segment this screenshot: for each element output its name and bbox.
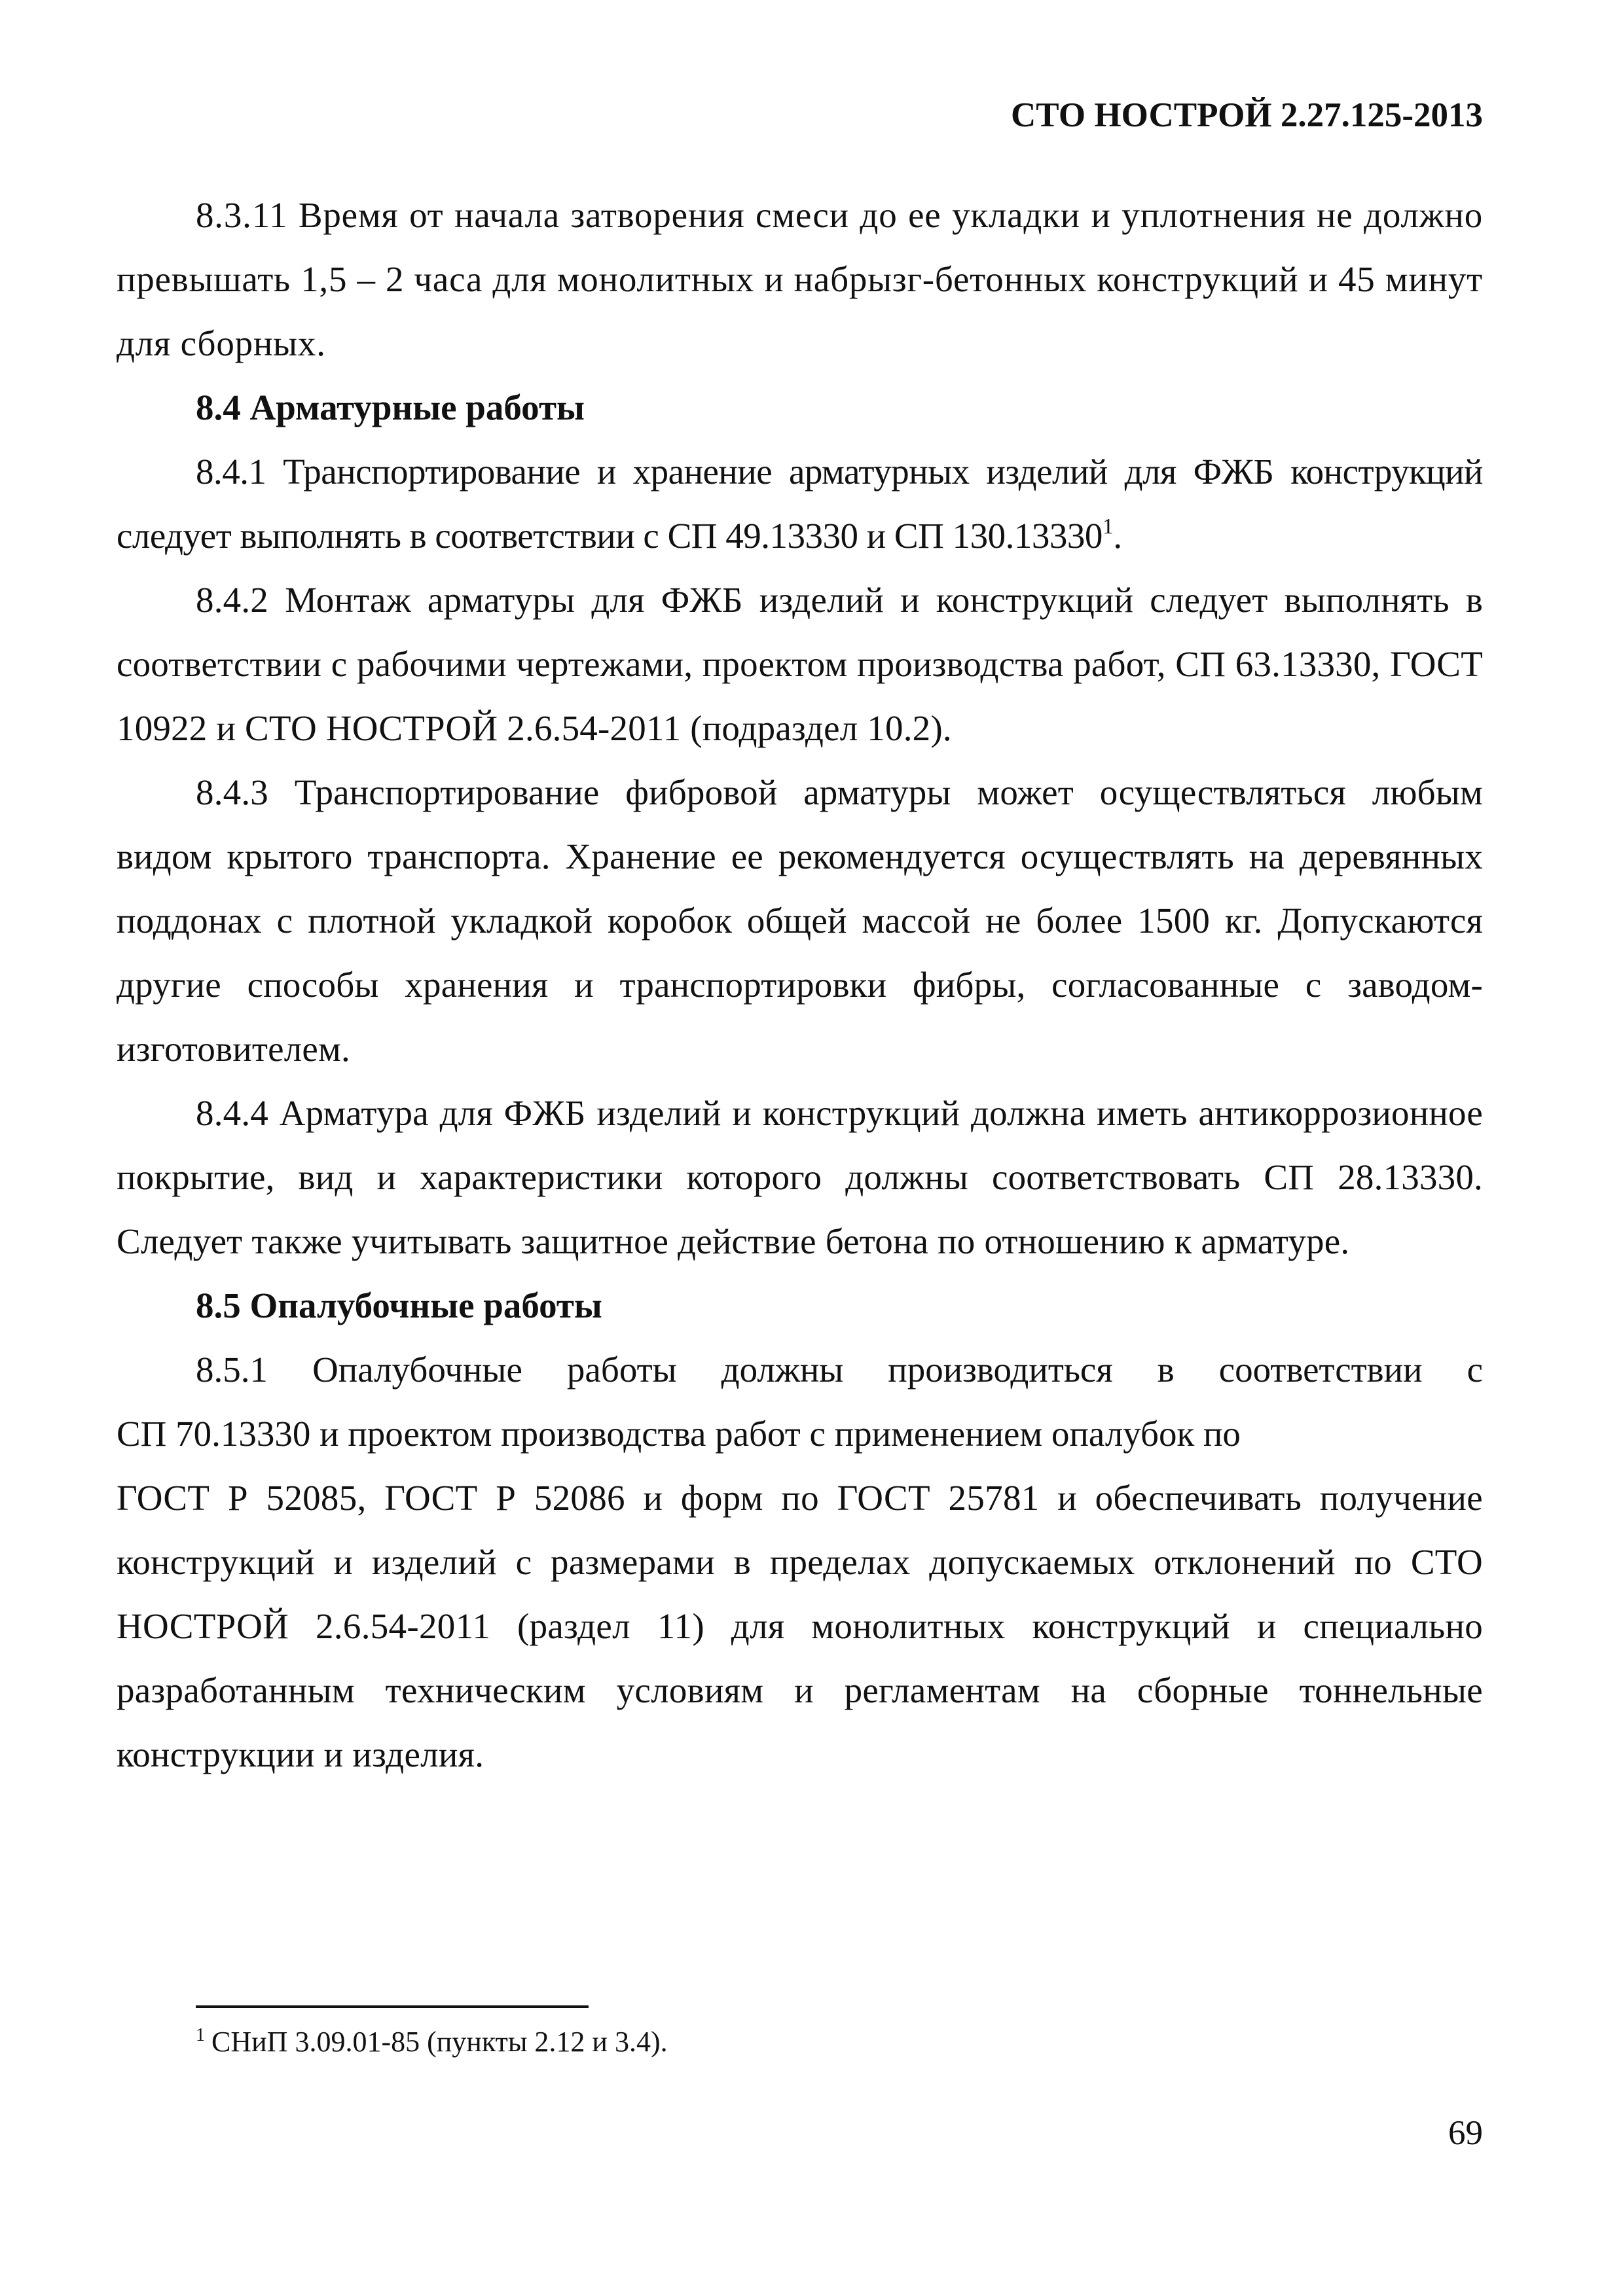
page-number: 69 [1448,2114,1483,2152]
section-heading-8-5: 8.5 Опалубочные работы [196,1285,602,1325]
footnote [196,2025,668,2060]
footnote-mark: 1 [196,2025,205,2045]
footnote-separator [196,2005,589,2008]
footnote-text: СНиП 3.09.01-85 (пункты 2.12 и 3.4). [211,2026,668,2058]
footnote-reference: 1 [1102,514,1114,539]
paragraph-8-5-1 [117,1338,1483,1787]
paragraph-8-5-1-line-2: СП 70.13330 и проектом производства работ с применением опалубок по [117,1414,1241,1454]
paragraph-8-3-11: 8.3.11 Время от начала затворения смеси до ее укладки и уплотнения не должно превышать 1,5 – 2 часа для монолитных и набрызг-бетонных конструкций и 45 минут для сборных. [117,195,1483,363]
paragraph-8-5-1-line-1: 8.5.1 Опалубочные работы должны производиться в соответствии с [196,1350,1483,1390]
page-body [117,183,1483,1787]
paragraph-8-4-1 [117,440,1483,568]
paragraph-8-4-2: 8.4.2 Монтаж арматуры для ФЖБ изделий и конструкций следует выполнять в соответствии с рабочими чертежами, проектом производства работ, СП 63.13330, ГОСТ 10922 и СТО НОСТРОЙ 2.6.54-2011 (подраздел 10.2). [117,580,1483,748]
paragraph-8-5-1-rest: ГОСТ Р 52085, ГОСТ Р 52086 и форм по ГОСТ 25781 и обеспечивать получение конструкций и изделий с размерами в пределах допускаемых отклонений по СТО НОСТРОЙ 2.6.54-2011 (раздел 11) для монолитных конструкций и специально разработанным техническим условиям и регламентам на сборные тоннельные конструкции и изделия. [117,1478,1483,1774]
paragraph-8-4-3: 8.4.3 Транспортирование фибровой арматуры может осуществляться любым видом крытого транспорта. Хранение ее рекомендуется осуществлять на деревянных поддонах с плотной укладкой коробок общей массой не более 1500 кг. Допускаются другие способы хранения и транспортировки фибры, согласованные с заводом-изготовителем. [117,772,1483,1069]
paragraph-8-4-1-end: . [1113,516,1122,556]
paragraph-8-4-4: 8.4.4 Арматура для ФЖБ изделий и конструкций должна иметь антикоррозионное покрытие, вид и характеристики которого должны соответствовать СП 28.13330. Следует также учитывать защитное действие бетона по отношению к арматуре. [117,1093,1483,1261]
paragraph-8-4-1-text: 8.4.1 Транспортирование и хранение арматурных изделий для ФЖБ конструкций следует выполнять в соответствии с СП 49.13330 и СП 130.13330 [117,452,1483,556]
document-code-header: СТО НОСТРОЙ 2.27.125-2013 [1010,96,1483,134]
section-heading-8-4: 8.4 Арматурные работы [196,387,585,427]
